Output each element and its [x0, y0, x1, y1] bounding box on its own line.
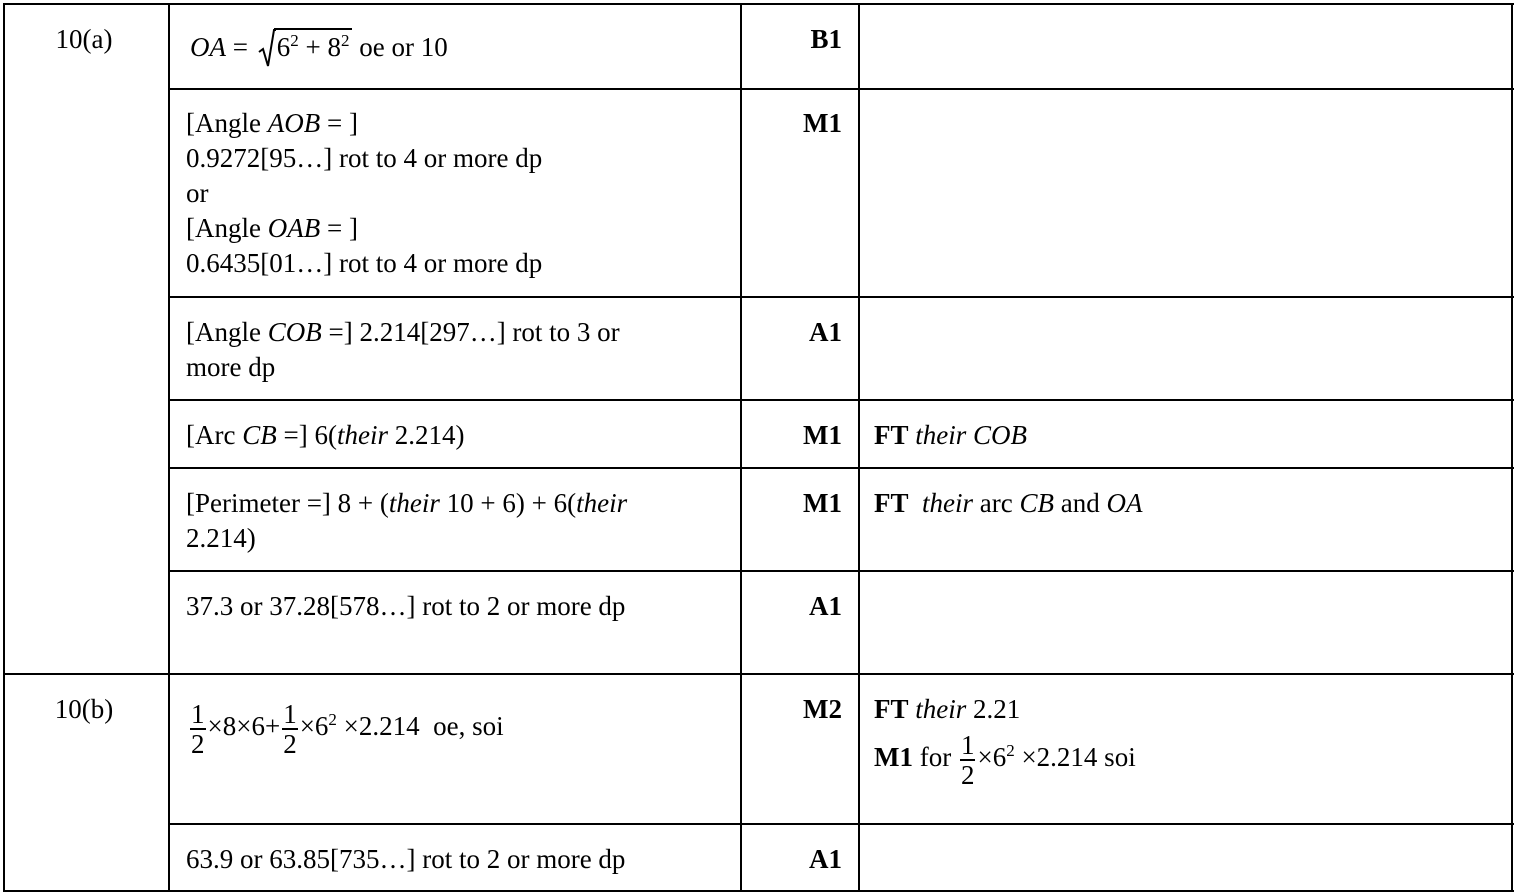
guidance-text: FT: [874, 694, 909, 724]
row-divider: [170, 88, 1514, 90]
answer-cell: 63.9 or 63.85[735…] rot to 2 or more dp: [186, 844, 626, 874]
answer-text: ×6: [299, 711, 329, 742]
mark-cell: A1: [809, 317, 842, 347]
answer-text: =] 6(: [276, 420, 337, 450]
answer-text: 2: [328, 710, 337, 730]
mark-cell: A1: [809, 591, 842, 621]
guidance-text: OA: [1106, 488, 1143, 518]
answer-cell: [190, 28, 730, 65]
column-divider: [168, 3, 170, 892]
row-divider: [170, 570, 1514, 572]
guidance-text: 2: [1006, 741, 1015, 761]
guidance-text: FT: [874, 420, 909, 450]
answer-text: [Angle: [186, 317, 268, 347]
answer-text: 6: [276, 32, 291, 62]
row-divider: [170, 823, 1514, 825]
answer-text: their: [388, 488, 440, 518]
guidance-text: their COB: [915, 420, 1028, 450]
answer-text: 0.9272[95…] rot to 4 or more dp: [186, 143, 543, 173]
answer-text: 2: [290, 31, 299, 50]
guidance-text: ×6: [977, 742, 1007, 773]
answer-text: [Perimeter =] 8 + (: [186, 488, 389, 518]
answer-text: 2: [340, 31, 350, 50]
row-divider: [170, 467, 1514, 469]
row-divider: [170, 399, 1514, 401]
column-divider: [858, 3, 860, 892]
answer-text: 10 + 6) + 6(: [439, 488, 577, 518]
answer-text: their: [576, 488, 628, 518]
answer-text: [Arc: [186, 420, 243, 450]
mark-cell: M1: [803, 488, 842, 518]
answer-text: OAB: [267, 213, 321, 243]
answer-text: [Angle: [186, 108, 268, 138]
guidance-cell: [874, 418, 1494, 453]
answer-text: =: [226, 32, 255, 62]
mark-cell: A1: [809, 844, 842, 874]
guidance-text: [909, 488, 923, 518]
answer-text: 2.214): [387, 420, 465, 450]
guidance-text: 2.21: [966, 694, 1021, 724]
answer-cell: [186, 486, 726, 556]
answer-text: COB: [267, 317, 322, 347]
row-divider: [3, 3, 1514, 5]
answer-cell: [186, 418, 726, 453]
guidance-text: M1: [874, 742, 913, 773]
answer-cell: [186, 315, 726, 385]
guidance-text: their: [922, 488, 974, 518]
row-divider: [170, 296, 1514, 298]
answer-text: CB: [242, 420, 277, 450]
answer-text: =] 2.214[297…] rot to 3 or: [321, 317, 620, 347]
guidance-text: for: [912, 742, 958, 773]
answer-text: ×8×6+: [207, 711, 281, 742]
fraction: $\frac{1}{2}$: [960, 730, 975, 790]
fraction: $\frac{1}{2}$: [283, 699, 297, 759]
answer-text: ×2.214: [336, 711, 420, 742]
guidance-cell: [874, 486, 1494, 521]
fraction: $\frac{1}{2}$: [191, 699, 205, 759]
guidance-text: and: [1054, 488, 1107, 518]
mark-cell: M1: [803, 108, 842, 138]
answer-cell: [186, 106, 726, 281]
answer-text: 2.214): [186, 523, 256, 553]
answer-cell: [188, 700, 728, 758]
answer-text: or: [186, 178, 209, 208]
mark-cell: M1: [803, 420, 842, 450]
guidance-text: CB: [1019, 488, 1054, 518]
answer-text: = ]: [320, 108, 358, 138]
answer-text: [Angle: [186, 213, 268, 243]
answer-text: oe or 10: [352, 32, 448, 62]
answer-text: AOB: [267, 108, 321, 138]
guidance-text: arc: [973, 488, 1020, 518]
answer-text: = ]: [320, 213, 358, 243]
answer-cell: 37.3 or 37.28[578…] rot to 2 or more dp: [186, 591, 626, 621]
answer-text: their: [336, 420, 388, 450]
guidance-cell: [874, 692, 1494, 789]
answer-text: more dp: [186, 352, 276, 382]
column-divider: [1511, 3, 1513, 892]
answer-text: 0.6435[01…] rot to 4 or more dp: [186, 248, 543, 278]
column-divider: [3, 3, 5, 892]
question-number: 10(b): [54, 694, 114, 724]
guidance-text: ×2.214 soi: [1014, 742, 1136, 773]
answer-text: OA: [190, 32, 226, 62]
answer-text: + 8: [298, 32, 341, 62]
square-root: [258, 28, 353, 65]
answer-text: oe, soi: [419, 711, 504, 742]
question-number: 10(a): [55, 24, 113, 54]
guidance-text: their: [915, 694, 967, 724]
guidance-text: FT: [874, 488, 909, 518]
mark-cell: M2: [803, 694, 842, 724]
row-divider: [3, 673, 1514, 675]
mark-cell: B1: [810, 24, 842, 54]
